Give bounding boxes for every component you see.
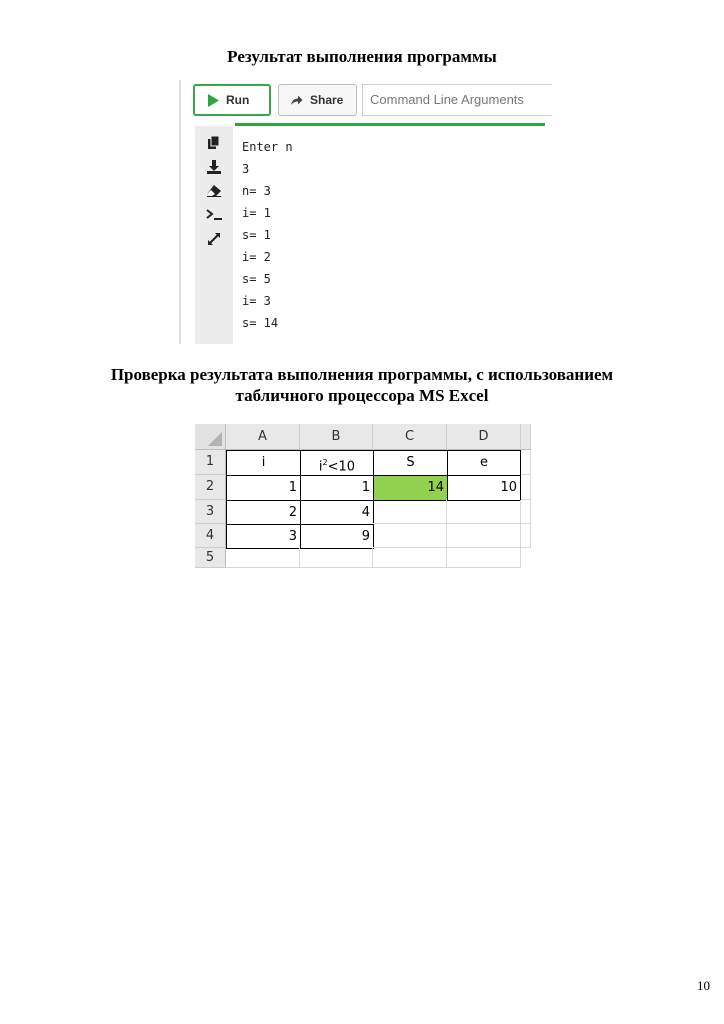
cell-b3[interactable]: 4	[300, 500, 374, 525]
console-line: i= 2	[242, 250, 271, 264]
check-heading	[0, 364, 724, 406]
row-header-1[interactable]: 1	[195, 450, 226, 475]
column-header-b[interactable]: B	[300, 424, 373, 450]
console-line: i= 1	[242, 206, 271, 220]
cell-c2[interactable]: 14	[373, 475, 448, 501]
cell-a5[interactable]	[226, 548, 300, 568]
cell-b1-rest: <10	[327, 459, 356, 475]
eraser-icon[interactable]	[205, 182, 223, 200]
run-button-label: Run	[226, 93, 250, 107]
cell-d4[interactable]	[447, 524, 521, 548]
download-icon[interactable]	[205, 158, 223, 176]
expand-icon[interactable]	[205, 230, 223, 248]
result-heading: Результат выполнения программы	[227, 47, 497, 66]
row-header-2[interactable]: 2	[195, 475, 226, 500]
column-header-a[interactable]: A	[226, 424, 300, 450]
share-button-label: Share	[310, 93, 344, 107]
console-line: s= 14	[242, 316, 279, 330]
column-header-c[interactable]: C	[373, 424, 447, 450]
cell-a4[interactable]: 3	[226, 524, 301, 549]
select-all-corner[interactable]	[195, 424, 226, 450]
command-line-arguments-input[interactable]: Command Line Arguments	[362, 84, 552, 116]
cell-d2[interactable]: 10	[447, 475, 521, 501]
cell-e1[interactable]	[521, 450, 531, 475]
cell-c4[interactable]	[373, 524, 447, 548]
cell-c1[interactable]: S	[373, 450, 448, 476]
copy-icon[interactable]	[205, 134, 223, 152]
share-button[interactable]	[278, 84, 357, 116]
check-heading-line-1: Проверка результата выполнения программы, с использованием	[110, 365, 614, 384]
cell-a1[interactable]: i	[226, 450, 301, 476]
terminal-icon[interactable]	[205, 206, 223, 224]
console-line: s= 1	[242, 228, 271, 242]
console-sidebar	[195, 126, 233, 344]
cell-d1[interactable]: e	[447, 450, 521, 476]
cell-b1-superscript: 2	[322, 458, 328, 467]
cell-b5[interactable]	[300, 548, 373, 568]
console-line: i= 3	[242, 294, 271, 308]
share-icon	[290, 95, 303, 106]
row-header-4[interactable]: 4	[195, 524, 226, 548]
cell-e4[interactable]	[521, 524, 531, 548]
console-line: Enter n	[242, 140, 293, 154]
page-number: 10	[697, 978, 710, 993]
row-header-5[interactable]: 5	[195, 548, 226, 568]
console-line: s= 5	[242, 272, 271, 286]
cell-c5[interactable]	[373, 548, 447, 568]
excel-screenshot	[195, 424, 531, 565]
check-heading-line-2: табличного процессора MS Excel	[235, 386, 489, 405]
ide-toolbar	[181, 80, 545, 124]
ide-screenshot	[179, 80, 545, 344]
run-button[interactable]	[193, 84, 271, 116]
cell-b2[interactable]: 1	[300, 475, 374, 501]
cell-c3[interactable]	[373, 500, 447, 524]
row-header-3[interactable]: 3	[195, 500, 226, 524]
console-output	[235, 126, 545, 344]
column-header-e[interactable]	[521, 424, 531, 450]
cell-d5[interactable]	[447, 548, 521, 568]
play-icon	[208, 94, 219, 107]
cell-e2[interactable]	[521, 475, 531, 500]
cell-b4[interactable]: 9	[300, 524, 374, 549]
column-header-d[interactable]: D	[447, 424, 521, 450]
cell-b1[interactable]	[300, 450, 374, 476]
cell-e3[interactable]	[521, 500, 531, 524]
console-line: n= 3	[242, 184, 271, 198]
cell-a2[interactable]: 1	[226, 475, 301, 501]
cell-b1-base: i	[318, 459, 323, 475]
console-line: 3	[242, 162, 250, 176]
cell-d3[interactable]	[447, 500, 521, 524]
cell-a3[interactable]: 2	[226, 500, 301, 525]
